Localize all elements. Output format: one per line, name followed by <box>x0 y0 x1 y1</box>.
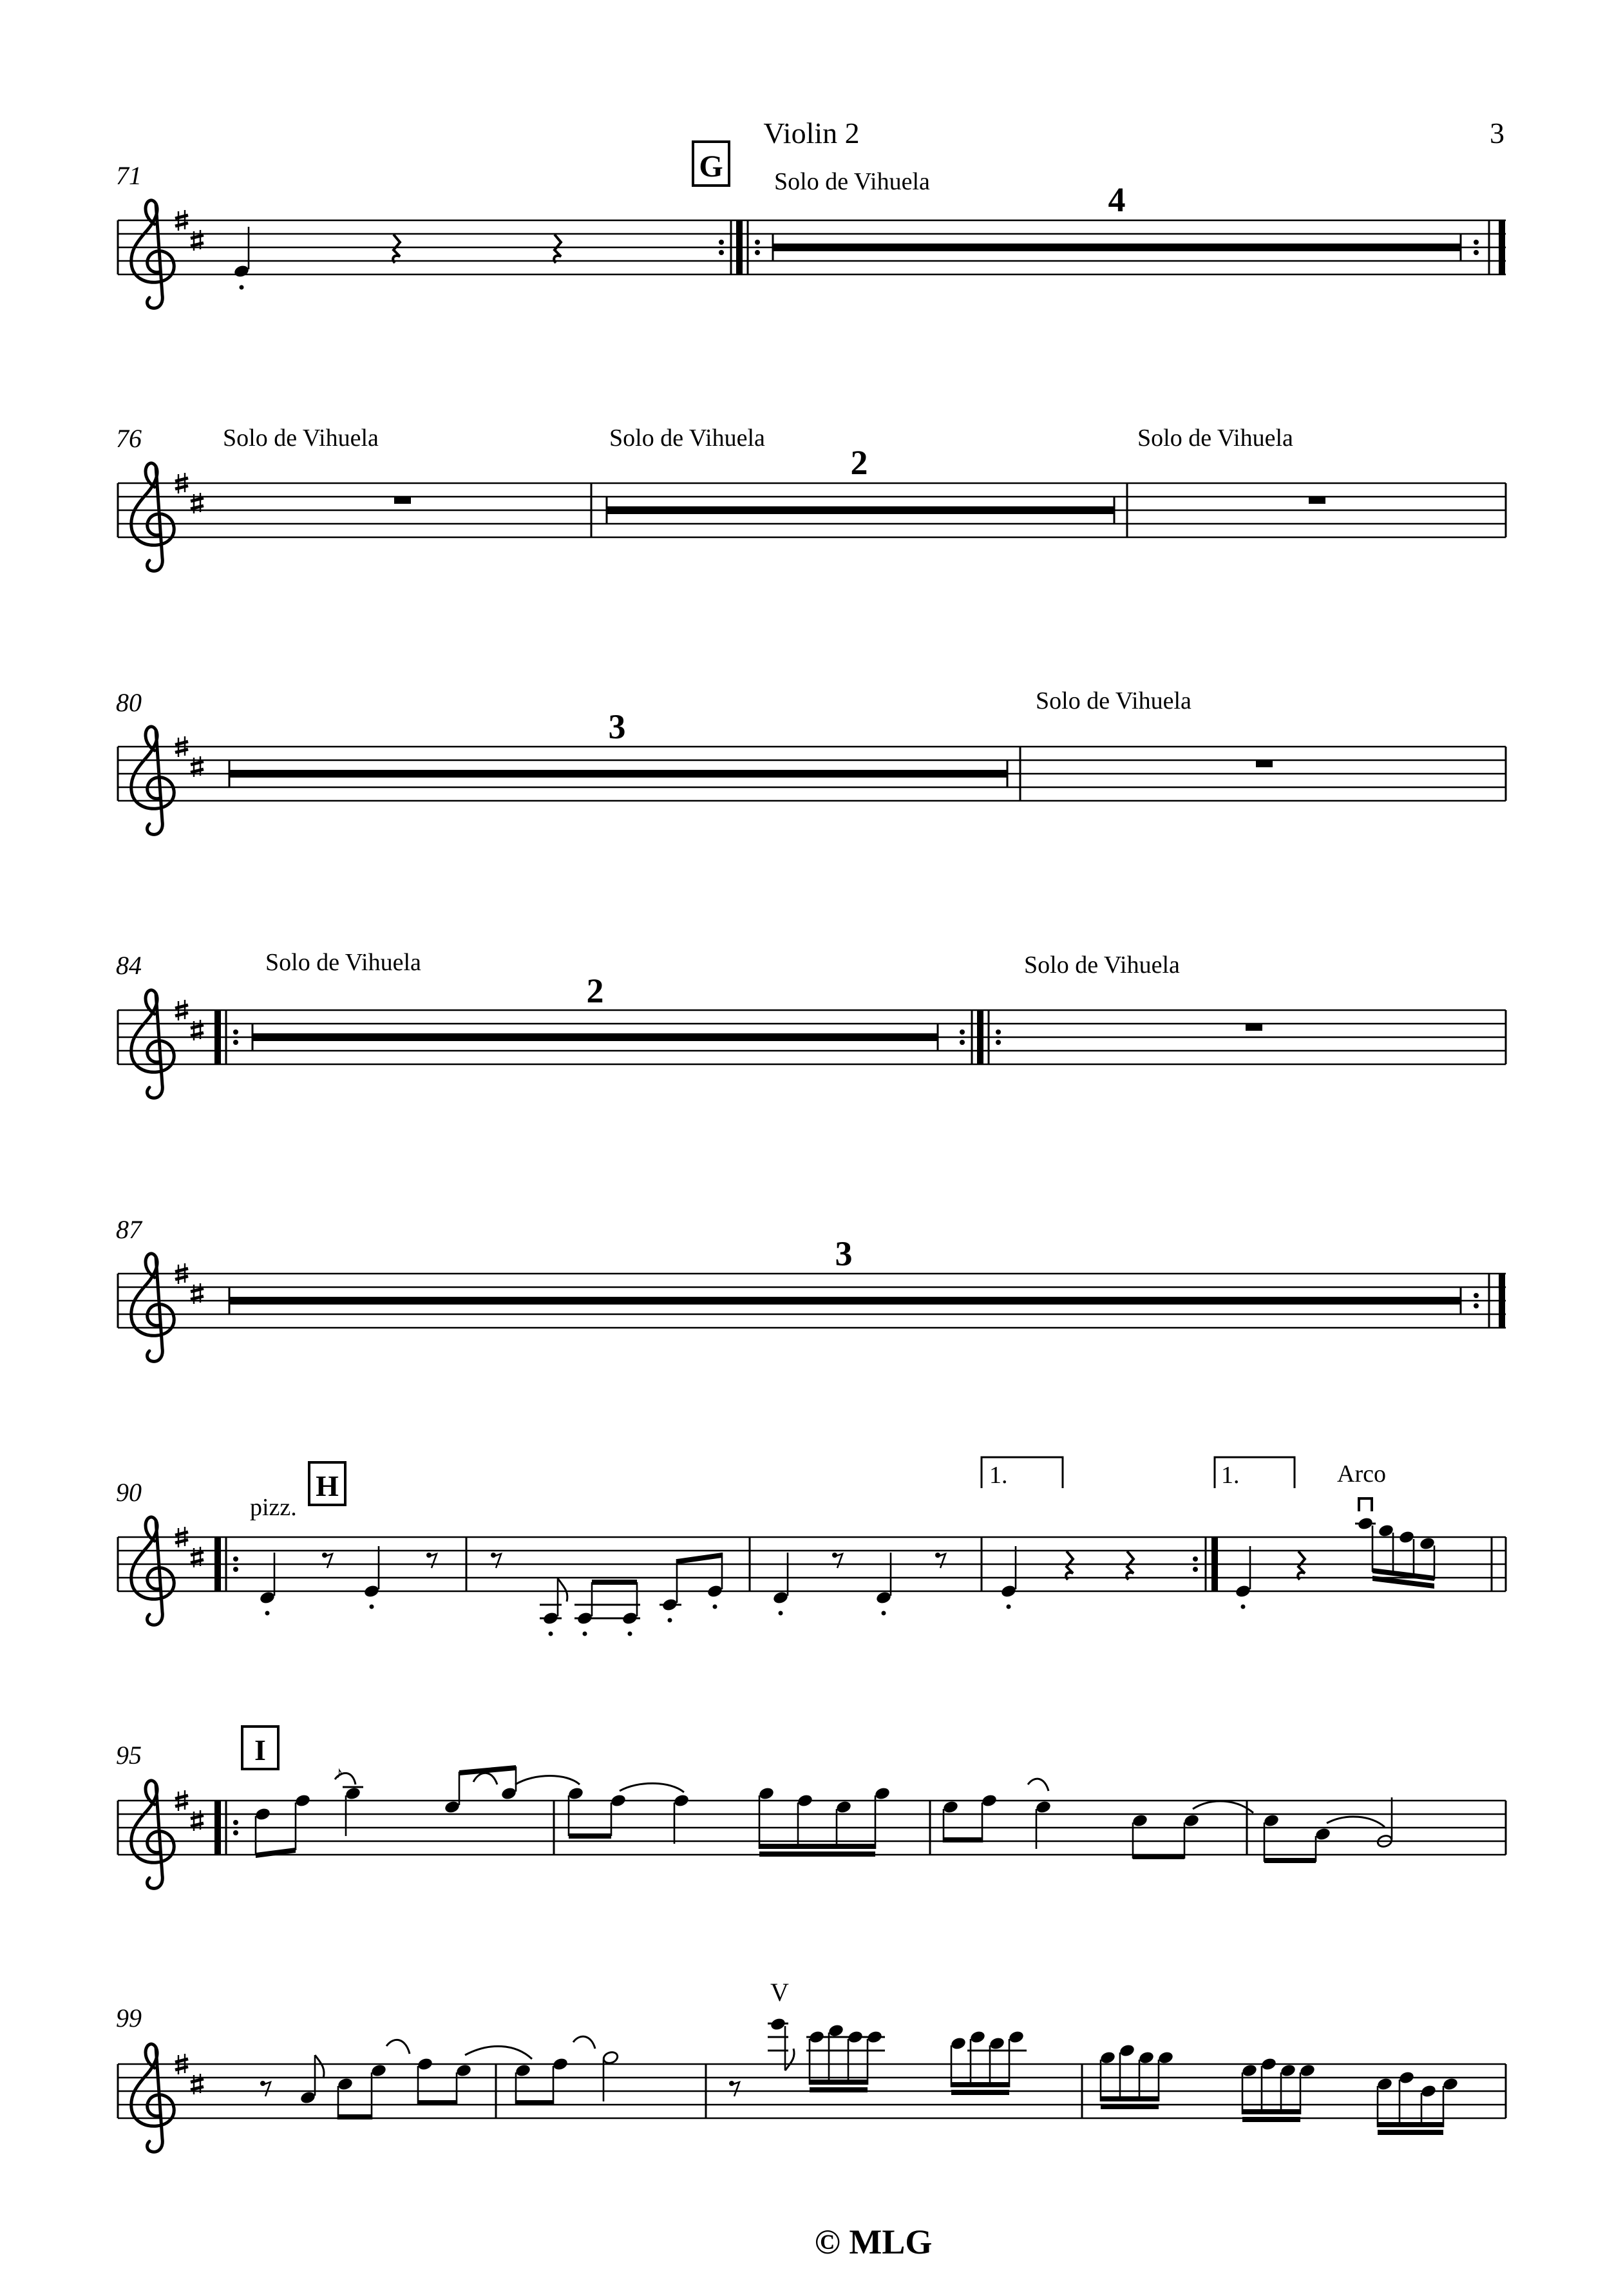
note <box>1299 2063 1316 2078</box>
note <box>299 2090 316 2105</box>
note <box>1008 2030 1025 2045</box>
note <box>602 2051 619 2065</box>
system-90 <box>116 1457 1506 1636</box>
system-71 <box>116 142 1506 308</box>
up-bow-icon: V <box>770 1978 789 2007</box>
system-80 <box>116 687 1506 834</box>
note <box>1235 1584 1251 1599</box>
treble-clef-icon <box>131 200 175 308</box>
note <box>1398 1530 1415 1545</box>
solo-text: Solo de Vihuela <box>265 949 421 976</box>
note <box>259 1591 276 1605</box>
note <box>1099 2051 1116 2065</box>
note <box>1241 2063 1258 2078</box>
whole-rest <box>1246 1024 1262 1031</box>
staccato-dot <box>779 1611 783 1616</box>
note <box>233 264 250 279</box>
multirest-count: 2 <box>850 443 868 482</box>
treble-clef-icon <box>131 463 175 571</box>
measure-number: 76 <box>116 424 142 453</box>
staff-lines <box>118 1537 1506 1591</box>
measure-number: 90 <box>116 1478 142 1507</box>
note <box>1000 1584 1017 1599</box>
multirest-count: 2 <box>586 971 604 1010</box>
multirest-count: 4 <box>1108 180 1126 219</box>
whole-rest <box>1256 760 1273 767</box>
solo-text: Solo de Vihuela <box>1024 952 1180 979</box>
quarter-rest-icon <box>1298 1551 1305 1580</box>
eighth-rest-icon <box>729 2081 739 2096</box>
treble-clef-icon <box>131 2044 175 2152</box>
system-76 <box>116 424 1506 571</box>
rehearsal-mark: G <box>699 149 723 184</box>
note <box>950 2036 967 2051</box>
note <box>294 1794 311 1808</box>
treble-clef-icon <box>131 1254 175 1361</box>
note <box>969 2030 986 2045</box>
note <box>1398 2071 1415 2085</box>
rehearsal-mark: H <box>316 1469 339 1502</box>
treble-clef-icon <box>131 990 175 1098</box>
note <box>500 1786 517 1801</box>
staccato-dot <box>265 1611 270 1616</box>
note <box>1260 2057 1277 2072</box>
system-87 <box>116 1215 1506 1361</box>
quarter-rest-icon <box>393 234 400 263</box>
note <box>1280 2063 1296 2078</box>
note <box>1442 2077 1459 2092</box>
staccato-dot <box>583 1632 587 1636</box>
rehearsal-mark: I <box>254 1734 266 1766</box>
eighth-rest-icon <box>322 1553 332 1568</box>
staccato-dot <box>882 1611 886 1616</box>
note <box>772 1591 789 1605</box>
note <box>707 1584 723 1599</box>
system-95 <box>116 1727 1506 1888</box>
whole-rest <box>394 497 411 504</box>
note <box>875 1591 892 1605</box>
solo-text: Solo de Vihuela <box>774 168 930 195</box>
note <box>835 1800 852 1815</box>
note <box>337 2077 354 2092</box>
measure-number: 87 <box>116 1215 142 1244</box>
quarter-rest-icon <box>554 234 561 263</box>
note <box>345 1786 361 1801</box>
note <box>981 1794 998 1808</box>
measure-number: 95 <box>116 1741 142 1770</box>
measure-number: 71 <box>116 161 142 190</box>
note <box>1157 2051 1174 2065</box>
measure-number: 80 <box>116 688 142 717</box>
note <box>1376 2077 1393 2092</box>
note <box>567 1786 584 1801</box>
system-99 <box>116 1978 1506 2152</box>
multirest-count: 3 <box>608 707 626 746</box>
note <box>1420 2084 1437 2099</box>
solo-text: Solo de Vihuela <box>1137 425 1293 452</box>
staccato-dot <box>713 1605 717 1609</box>
staccato-dot <box>668 1618 672 1623</box>
note <box>758 1786 775 1801</box>
note <box>942 1800 959 1815</box>
grace-note: ♪ <box>335 1763 343 1782</box>
note <box>1132 1813 1148 1828</box>
treble-clef-icon <box>131 727 175 834</box>
whole-rest <box>1309 497 1325 504</box>
arco-text: Arco <box>1337 1460 1386 1488</box>
staccato-dot <box>370 1605 374 1609</box>
note <box>610 1794 627 1808</box>
note <box>1138 2051 1155 2065</box>
quarter-rest-icon <box>1126 1551 1134 1580</box>
solo-text: Solo de Vihuela <box>609 425 765 452</box>
solo-text: Solo de Vihuela <box>223 425 379 452</box>
staccato-dot <box>1007 1605 1011 1609</box>
pizz-text: pizz. <box>250 1494 297 1521</box>
note <box>1378 1524 1394 1538</box>
note <box>1419 1536 1436 1551</box>
staccato-dot <box>1241 1605 1246 1609</box>
treble-clef-icon <box>131 1517 175 1625</box>
measure-number: 99 <box>116 2004 142 2033</box>
note <box>370 2063 387 2078</box>
note <box>417 2057 433 2072</box>
eighth-rest-icon <box>260 2081 270 2096</box>
volta-label: 1. <box>989 1462 1008 1489</box>
note <box>1183 1813 1200 1828</box>
down-bow-icon <box>1359 1498 1372 1511</box>
note <box>989 2036 1005 2051</box>
treble-clef-icon <box>131 1781 175 1888</box>
measure-number: 84 <box>116 951 142 980</box>
staccato-dot <box>549 1632 553 1636</box>
system-84 <box>116 949 1506 1098</box>
note <box>254 1807 271 1822</box>
copyright: © MLG <box>814 2223 933 2261</box>
note <box>874 1786 891 1801</box>
note <box>1119 2043 1135 2058</box>
eighth-rest-icon <box>935 1553 945 1568</box>
eighth-rest-icon <box>426 1553 437 1568</box>
note <box>828 2023 844 2038</box>
staccato-dot <box>240 285 244 290</box>
multirest-count: 3 <box>835 1234 853 1273</box>
staccato-dot <box>628 1632 632 1636</box>
quarter-rest-icon <box>1066 1551 1073 1580</box>
part-name: Violin 2 <box>763 117 860 149</box>
note <box>1315 1827 1331 1842</box>
note <box>673 1794 690 1808</box>
note <box>444 1800 460 1815</box>
note <box>797 1794 813 1808</box>
volta-label: 1. <box>1221 1462 1240 1489</box>
note <box>1263 1813 1280 1828</box>
note <box>363 1584 380 1599</box>
solo-text: Solo de Vihuela <box>1036 687 1191 714</box>
eighth-rest-icon <box>832 1553 842 1568</box>
note <box>515 2063 531 2078</box>
note <box>455 2063 472 2078</box>
note <box>1035 1800 1052 1815</box>
eighth-rest-icon <box>491 1553 501 1568</box>
note <box>552 2057 569 2072</box>
page-number: 3 <box>1490 117 1504 149</box>
